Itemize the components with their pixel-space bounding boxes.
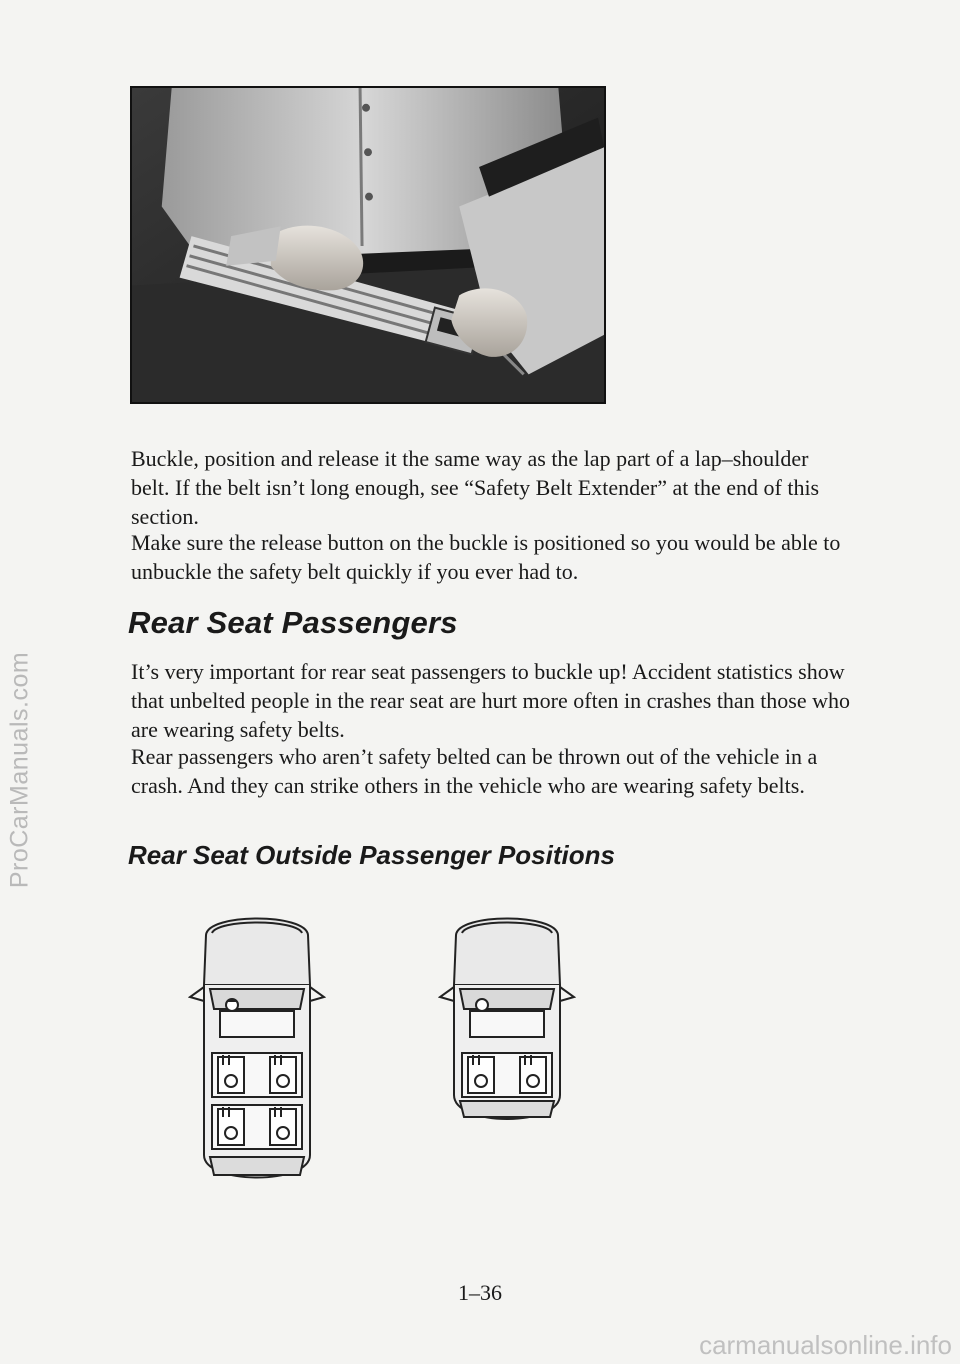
- heading-rear-seat-passengers: Rear Seat Passengers: [128, 605, 458, 640]
- vehicle-diagram-two-rear-rows: [188, 905, 326, 1200]
- seat-belt-photo-image: [132, 88, 604, 402]
- heading-rear-seat-outside-positions: Rear Seat Outside Passenger Positions: [128, 840, 615, 870]
- seat-belt-photo: [130, 86, 606, 404]
- paragraph-importance: It’s very important for rear seat passengers to buckle up! Accident statistics show that unbelted people in the rear seat are hurt more often in crashes than those who are wearing safety belts.: [131, 659, 851, 742]
- side-watermark: [0, 0, 40, 1364]
- vehicle-top-view-b: [438, 905, 576, 1130]
- paragraph-release-button: Make sure the release button on the buckle is positioned so you would be able to unbuckle the safety belt quickly if you ever had to.: [131, 530, 841, 584]
- paragraph-thrown-out: Rear passengers who aren’t safety belted can be thrown out of the vehicle in a crash. And they can strike others in the vehicle who are wearing safety belts.: [131, 744, 818, 798]
- side-watermark-text: ProCarManuals.com: [5, 651, 34, 889]
- page-number: 1–36: [458, 1280, 502, 1305]
- vehicle-top-view-a: [188, 905, 326, 1200]
- vehicle-diagram-one-rear-row: [438, 905, 576, 1130]
- footer-watermark: carmanualsonline.info: [699, 1330, 952, 1360]
- paragraph-buckle-position: Buckle, position and release it the same way as the lap part of a lap–shoulder belt. If the belt isn’t long enough, see “Safety Belt Extender” at the end of this section.: [131, 446, 820, 529]
